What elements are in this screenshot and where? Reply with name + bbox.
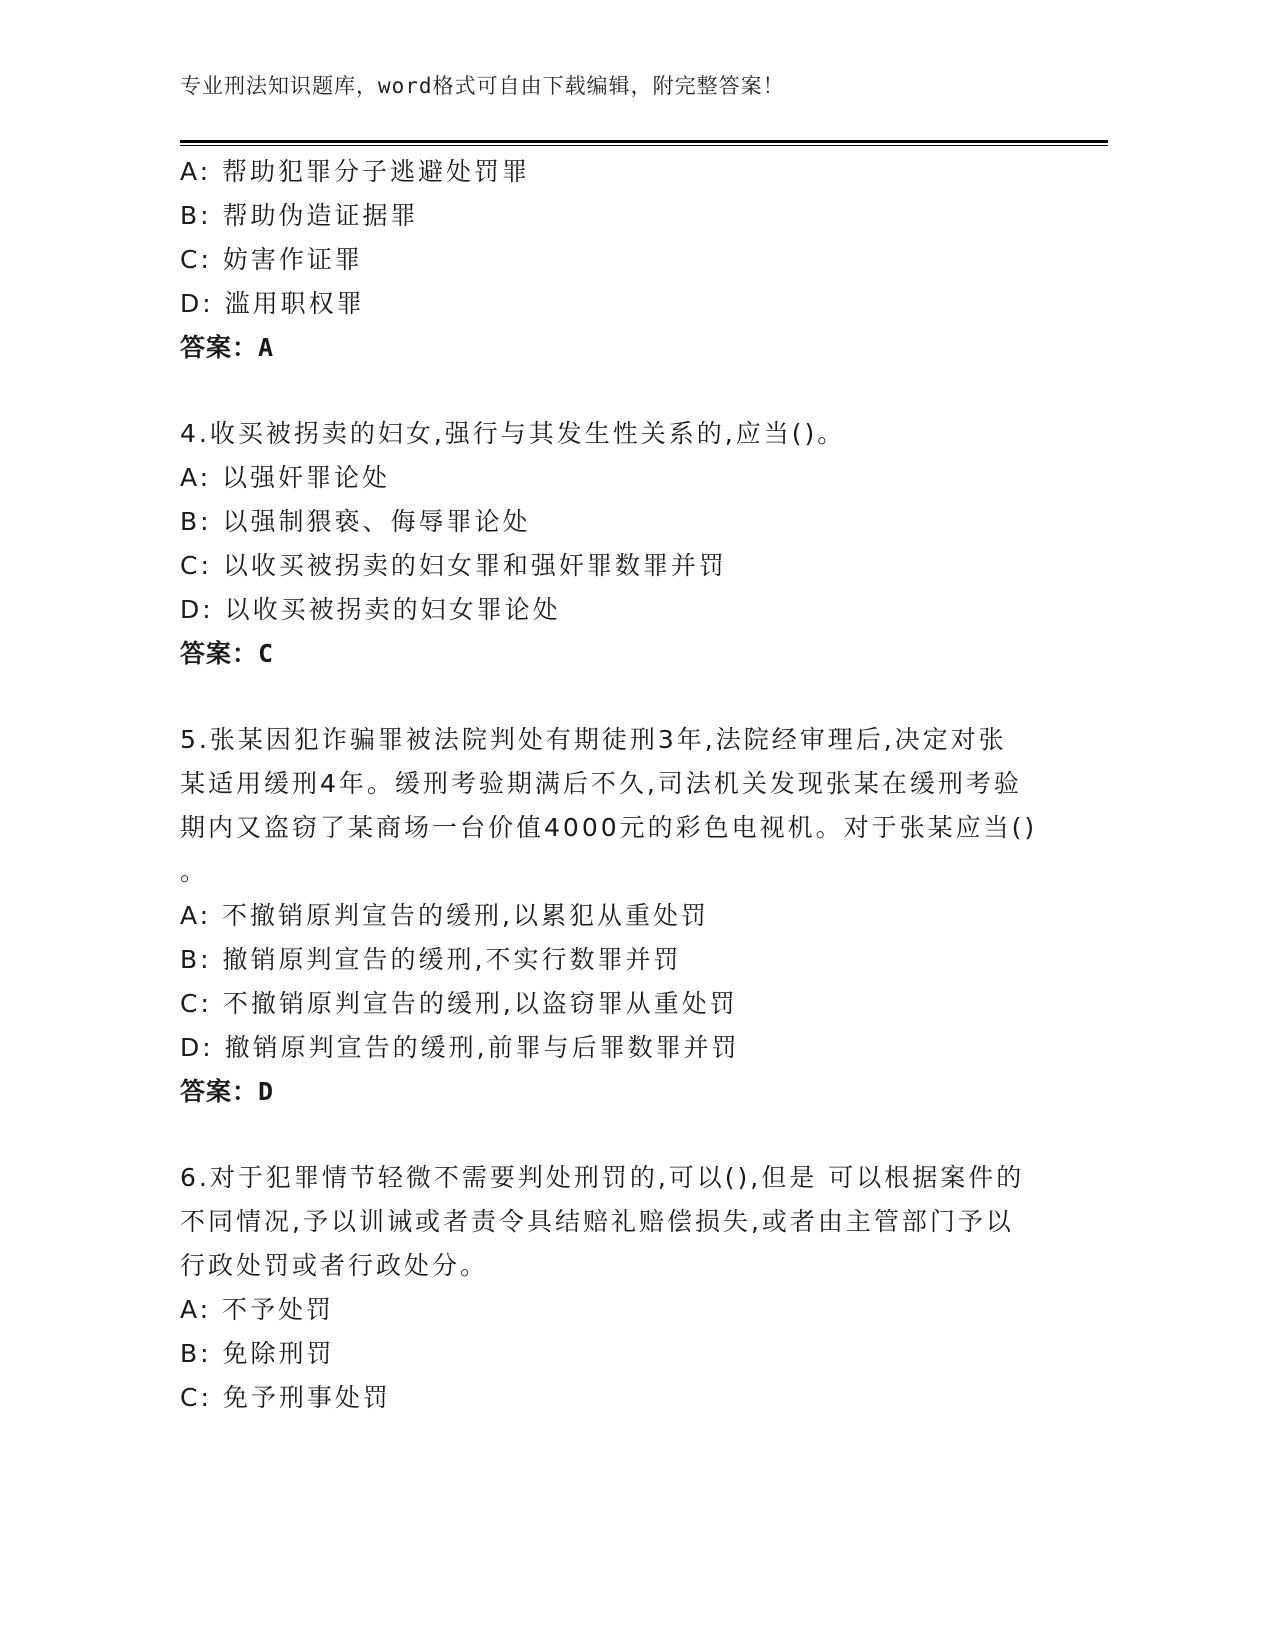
question-content: [180, 150, 1038, 1420]
q4-option-d: D: 以收买被拐卖的妇女罪论处: [180, 595, 561, 624]
question-3: [180, 150, 1030, 370]
q3-option-b: B: 帮助伪造证据罪: [180, 201, 419, 230]
q5-option-a: A: 不撤销原判宣告的缓刑,以累犯从重处罚: [180, 901, 709, 930]
q5-option-d: D: 撤销原判宣告的缓刑,前罪与后罪数罪并罚: [180, 1033, 740, 1062]
q3-option-d: D: 滥用职权罪: [180, 289, 365, 318]
q5-question-line-4: 。: [180, 857, 209, 886]
q4-answer: 答案：C: [180, 639, 275, 668]
q6-option-a: A: 不予处罚: [180, 1295, 335, 1324]
q6-option-b: B: 免除刑罚: [180, 1339, 335, 1368]
q5-question-line-3: 期内又盗窃了某商场一台价值4000元的彩色电视机。对于张某应当(): [180, 813, 1038, 842]
q3-option-c: C: 妨害作证罪: [180, 245, 363, 274]
page-header: 专业刑法知识题库，word格式可自由下载编辑，附完整答案！: [180, 74, 785, 98]
q5-option-c: C: 不撤销原判宣告的缓刑,以盗窃罪从重处罚: [180, 989, 738, 1018]
q6-question-line-3: 行政处罚或者行政处分。: [180, 1251, 489, 1280]
q5-question-line-1: 5.张某因犯诈骗罪被法院判处有期徒刑3年,法院经审理后,决定对张: [180, 725, 1007, 754]
question-4: [180, 412, 1030, 676]
question-6: [180, 1156, 1030, 1420]
question-5: [180, 718, 1038, 1114]
q5-question-line-2: 某适用缓刑4年。缓刑考验期满后不久,司法机关发现张某在缓刑考验: [180, 769, 1022, 798]
header-divider: [180, 140, 1108, 146]
q4-question: 4.收买被拐卖的妇女,强行与其发生性关系的,应当()。: [180, 419, 846, 448]
q4-option-a: A: 以强奸罪论处: [180, 463, 391, 492]
q6-question-line-2: 不同情况,予以训诫或者责令具结赔礼赔偿损失,或者由主管部门予以: [180, 1207, 1014, 1236]
q6-question-line-1: 6.对于犯罪情节轻微不需要判处刑罚的,可以(),但是 可以根据案件的: [180, 1163, 1025, 1192]
q5-option-b: B: 撤销原判宣告的缓刑,不实行数罪并罚: [180, 945, 682, 974]
q3-option-a: A: 帮助犯罪分子逃避处罚罪: [180, 157, 531, 186]
q5-answer: 答案：D: [180, 1077, 275, 1106]
q4-option-b: B: 以强制猥亵、侮辱罪论处: [180, 507, 531, 536]
q6-option-c: C: 免予刑事处罚: [180, 1383, 391, 1412]
q4-option-c: C: 以收买被拐卖的妇女罪和强奸罪数罪并罚: [180, 551, 727, 580]
q3-answer: 答案：A: [180, 333, 275, 362]
